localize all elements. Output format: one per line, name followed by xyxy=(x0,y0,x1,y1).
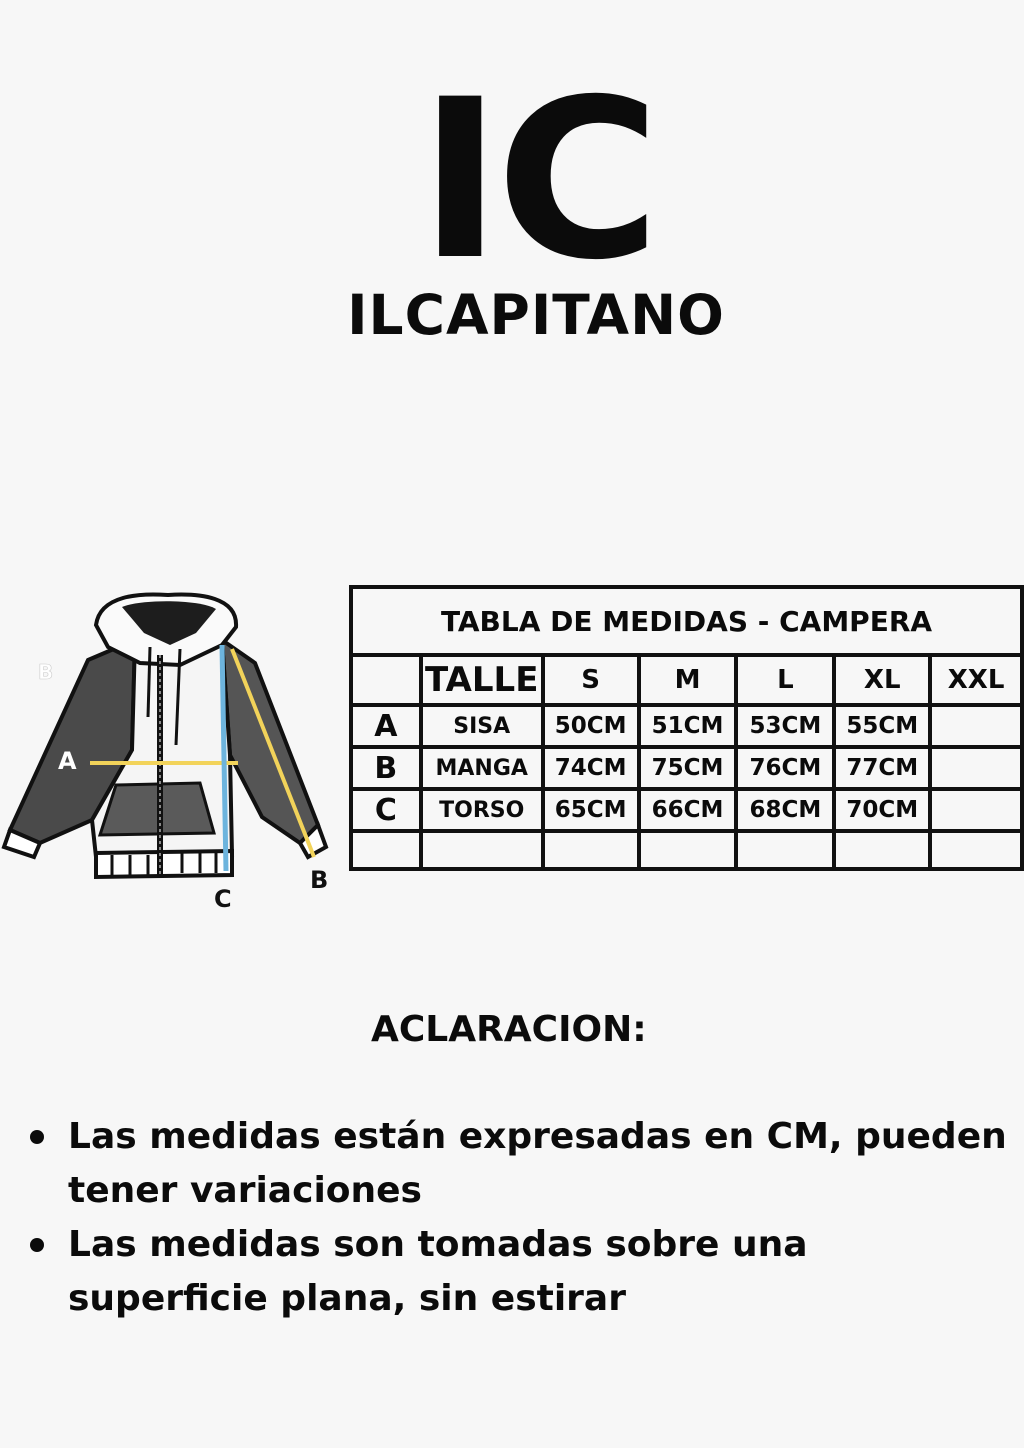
table-cell: 50CM xyxy=(543,705,639,747)
table-cell: 53CM xyxy=(736,705,834,747)
table-title: TABLA DE MEDIDAS - CAMPERA xyxy=(351,587,1022,655)
brand-name: ILCAPITANO xyxy=(347,283,725,347)
jacket-illustration xyxy=(0,585,340,915)
header-size: L xyxy=(736,655,834,705)
row-name: SISA xyxy=(421,705,543,747)
table-cell: 77CM xyxy=(834,747,930,789)
table-cell xyxy=(351,831,421,869)
table-cell: 51CM xyxy=(639,705,737,747)
note-text: Las medidas son tomadas sobre una superficie plana, sin estirar xyxy=(68,1224,808,1319)
table-row xyxy=(351,705,1022,747)
note-list xyxy=(28,1110,1008,1326)
bullet-icon xyxy=(30,1238,44,1252)
label-b-top: B xyxy=(38,660,54,684)
table-empty-row xyxy=(351,831,1022,869)
size-table xyxy=(349,585,1024,871)
row-letter: A xyxy=(351,705,421,747)
table-cell xyxy=(543,831,639,869)
table-cell: 66CM xyxy=(639,789,737,831)
table-cell: 65CM xyxy=(543,789,639,831)
table-cell: 68CM xyxy=(736,789,834,831)
header-talle: TALLE xyxy=(421,655,543,705)
table-cell xyxy=(639,831,737,869)
row-name: MANGA xyxy=(421,747,543,789)
note-text: Las medidas están expresadas en CM, pueden tener variaciones xyxy=(68,1116,1007,1211)
header-size: XXL xyxy=(930,655,1022,705)
table-row xyxy=(351,747,1022,789)
table-cell: 74CM xyxy=(543,747,639,789)
table-cell: 75CM xyxy=(639,747,737,789)
bullet-icon xyxy=(30,1130,44,1144)
table-cell xyxy=(834,831,930,869)
table-cell xyxy=(930,831,1022,869)
row-letter: C xyxy=(351,789,421,831)
table-cell xyxy=(930,747,1022,789)
table-cell: 55CM xyxy=(834,705,930,747)
label-b-bottom: B xyxy=(310,866,329,894)
table-cell xyxy=(930,705,1022,747)
header-size: M xyxy=(639,655,737,705)
header-size: S xyxy=(543,655,639,705)
row-letter: B xyxy=(351,747,421,789)
table-cell: 76CM xyxy=(736,747,834,789)
table-header-row xyxy=(351,655,1022,705)
table-cell xyxy=(421,831,543,869)
brand-logo: IC xyxy=(418,52,655,308)
label-c: C xyxy=(214,885,232,913)
note-title: ACLARACION: xyxy=(371,1009,647,1050)
hem xyxy=(96,851,232,877)
table-cell xyxy=(736,831,834,869)
table-cell xyxy=(930,789,1022,831)
label-a: A xyxy=(58,747,77,775)
table-cell: 70CM xyxy=(834,789,930,831)
row-name: TORSO xyxy=(421,789,543,831)
note-item xyxy=(28,1110,1008,1218)
table-row xyxy=(351,789,1022,831)
note-item xyxy=(28,1218,1008,1326)
header-size: XL xyxy=(834,655,930,705)
header-empty-cell xyxy=(351,655,421,705)
